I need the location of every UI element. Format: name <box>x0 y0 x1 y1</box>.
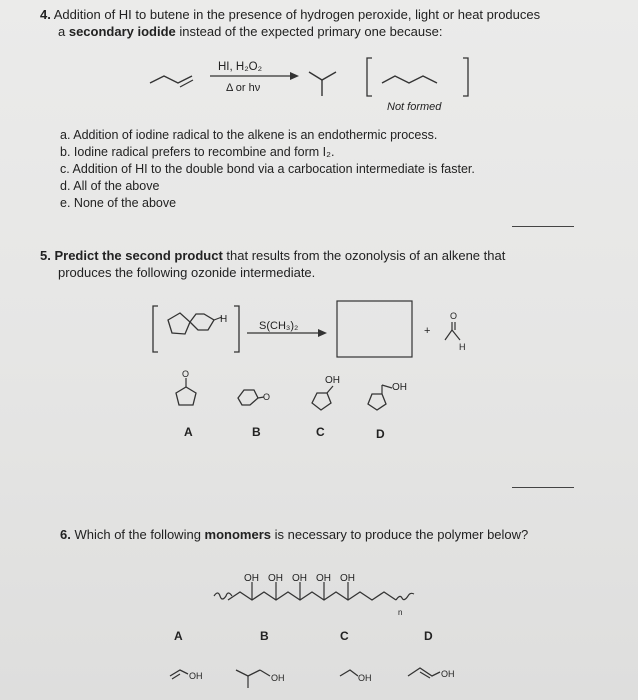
q4-option-a-letter: a. <box>60 128 71 142</box>
q4-option-d-letter: d. <box>60 179 71 193</box>
q5-choice-a[interactable]: A <box>184 425 193 439</box>
question-5-line2: produces the following ozonide intermediate. <box>58 265 316 280</box>
question-4-line2-pre: a <box>58 24 69 39</box>
q5-choice-c[interactable]: C <box>316 425 325 439</box>
question-6-number: 6. <box>60 527 71 542</box>
q6-choice-a-group: OH <box>189 671 203 681</box>
q5-choice-b[interactable]: B <box>252 425 261 439</box>
polymer-oh-1: OH <box>244 573 259 584</box>
q4-option-d-text: All of the above <box>73 179 160 193</box>
question-5-line1: that results from the ozonolysis of an alkene that <box>222 248 506 263</box>
not-formed-label: Not formed <box>387 101 442 113</box>
q5-choice-d-group: OH <box>392 382 407 393</box>
q6-choice-c[interactable]: C <box>340 629 349 643</box>
q5-ozonide-h: H <box>220 314 228 325</box>
q4-reagent-top: HI, H₂O₂ <box>218 61 263 73</box>
polymer-end-wavy <box>396 593 414 600</box>
q5-reagent: S(CH₃)₂ <box>259 320 299 332</box>
q5-product-h: H <box>459 342 466 352</box>
q6-choice-b-group: OH <box>271 673 285 683</box>
question-4-line2-post: instead of the expected primary one because: <box>175 24 443 39</box>
q5-plus-sign: + <box>424 325 431 337</box>
q5-choice-c-group: OH <box>325 375 340 386</box>
q5-product-o: O <box>450 311 458 321</box>
question-4-bold: secondary iodide <box>68 24 176 39</box>
q4-option-e-text: None of the above <box>73 196 177 210</box>
q6-choice-a[interactable]: A <box>174 629 183 643</box>
question-6-bold: monomers <box>204 527 272 542</box>
q4-option-c-text: Addition of HI to the double bond via a carbocation intermediate is faster. <box>72 162 475 176</box>
question-4-number: 4. <box>40 7 51 22</box>
q6-choice-b-structure <box>236 670 260 676</box>
polymer-oh-5: OH <box>340 573 355 584</box>
q6-choice-b[interactable]: B <box>260 629 269 643</box>
question-5-number: 5. <box>40 248 51 263</box>
q4-option-b-text: Iodine radical prefers to recombine and form I₂. <box>73 145 335 159</box>
polymer-oh-2: OH <box>268 573 283 584</box>
q6-choice-c-structure <box>340 670 358 676</box>
polymer-backbone <box>228 592 396 600</box>
q5-choice-d[interactable]: D <box>376 427 385 441</box>
q6-choice-d[interactable]: D <box>424 629 433 643</box>
q4-option-e-letter: e. <box>60 196 71 210</box>
q4-option-b-letter: b. <box>60 145 71 159</box>
q6-choice-d-group: OH <box>441 669 455 679</box>
q5-choice-b-group: O <box>263 392 271 402</box>
q5-choice-a-group: O <box>182 369 190 379</box>
question-6-post: is necessary to produce the polymer below? <box>271 527 529 542</box>
q4-option-a-text: Addition of iodine radical to the alkene is an endothermic process. <box>73 128 438 142</box>
q6-choice-b-bond <box>260 670 270 676</box>
q4-option-c-letter: c. <box>60 162 70 176</box>
question-5-bold: Predict the second product <box>54 248 223 263</box>
polymer-oh-4: OH <box>316 573 331 584</box>
q6-choice-c-group: OH <box>358 673 372 683</box>
question-6-pre: Which of the following <box>74 527 205 542</box>
q4-reagent-bottom: Δ or hν <box>226 82 261 94</box>
polymer-oh-3: OH <box>292 573 307 584</box>
polymer-start-wavy <box>214 593 232 599</box>
polymer-n-subscript: n <box>398 608 403 617</box>
question-4-line1: Addition of HI to butene in the presence of hydrogen peroxide, light or heat produces <box>53 7 541 22</box>
